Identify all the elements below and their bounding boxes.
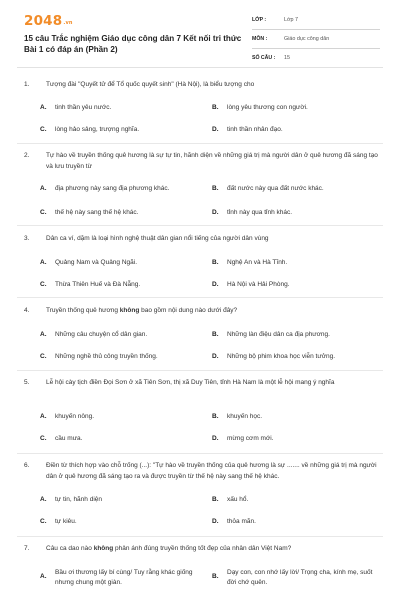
- question-5: [24, 378, 380, 389]
- question-stem: [24, 461, 380, 482]
- question-7: [24, 544, 380, 555]
- option-letter: A.: [40, 185, 47, 192]
- question-text: Tượng đài "Quyết tử để Tổ quốc quyết sinh" (Hà Nội), là biểu tượng cho: [46, 81, 255, 88]
- option-letter: B.: [212, 496, 219, 503]
- info-value-subject: Giáo dục công dân: [284, 36, 330, 42]
- question-1: [24, 80, 380, 91]
- info-row-class: [252, 13, 380, 30]
- option-text: tinh thần nhân đạo.: [227, 126, 283, 133]
- option-text: Bầu ơi thương lấy bí cùng/ Tuy rằng khác giống nhưng chung một giàn.: [55, 569, 193, 586]
- question-stem: [24, 151, 380, 172]
- option-text: Thừa Thiên Huế và Đà Nẵng.: [55, 281, 141, 288]
- question-stem: [24, 80, 380, 91]
- info-table: [252, 13, 380, 70]
- question-text: [46, 544, 380, 555]
- logo-suffix: .vn: [63, 20, 73, 26]
- option-letter: D.: [212, 281, 219, 288]
- question-text: Lễ hội cày tịch điền Đọi Sơn ở xã Tiên Sơn, thị xã Duy Tiên, tỉnh Hà Nam là một lễ hội mang ý nghĩa: [46, 379, 335, 386]
- question-stem: [24, 234, 380, 245]
- info-value-class: Lớp 7: [284, 17, 299, 23]
- option-letter: B.: [212, 573, 219, 580]
- option-text: tỉnh này qua tỉnh khác.: [227, 209, 293, 216]
- question-number: 6.: [24, 462, 30, 469]
- option-letter: B.: [212, 259, 219, 266]
- question-emphasis: không: [93, 545, 114, 552]
- option-text: xấu hổ.: [227, 496, 249, 503]
- option-text: Những bộ phim khoa học viễn tưởng.: [227, 353, 335, 360]
- answer-option-3d[interactable]: [212, 280, 382, 290]
- question-number: 4.: [24, 307, 30, 314]
- question-number: 5.: [24, 379, 30, 386]
- question-number: 3.: [24, 235, 30, 242]
- answer-option-2b[interactable]: [212, 184, 382, 194]
- answer-option-2d[interactable]: [212, 208, 382, 218]
- option-text: lòng yêu thương con người.: [227, 104, 308, 111]
- answer-option-6a[interactable]: [40, 495, 206, 505]
- answer-option-3c[interactable]: [40, 280, 206, 290]
- info-row-subject: [252, 32, 380, 49]
- info-key-class: LỚP :: [252, 17, 267, 23]
- option-text: Những nghề thủ công truyền thống.: [55, 353, 158, 360]
- question-text-start: Câu ca dao nào: [46, 545, 94, 552]
- option-text: Nghệ An và Hà Tĩnh.: [227, 259, 288, 266]
- answer-option-5d[interactable]: [212, 434, 382, 444]
- option-text: Những làn điệu dân ca địa phương.: [227, 331, 330, 338]
- header-divider: [17, 67, 383, 68]
- answer-option-6c[interactable]: [40, 517, 206, 527]
- answer-option-1c[interactable]: [40, 125, 200, 135]
- question-stem: [24, 544, 380, 555]
- answer-option-3b[interactable]: [212, 258, 382, 268]
- option-letter: B.: [212, 331, 219, 338]
- question-text: Điền từ thích hợp vào chỗ trống (...): "Tự hào về truyền thống của quê hương là sự ....... về những giá trị mà người dân ở quê hương đã sáng tạo ra và được truyền từ thế hệ này sang thế hệ khác.: [46, 462, 377, 480]
- answer-option-1a[interactable]: [40, 103, 200, 113]
- info-row-question-count: [252, 51, 380, 68]
- question-text-start: Truyền thống quê hương: [46, 307, 120, 314]
- option-text: tự kiêu.: [55, 518, 77, 525]
- option-letter: A.: [40, 331, 47, 338]
- option-letter: D.: [212, 126, 219, 133]
- option-letter: C.: [40, 435, 47, 442]
- option-text: mừng cơm mới.: [227, 435, 274, 442]
- question-text-end: phản ánh đúng truyền thống tốt đẹp của nhân dân Việt Nam?: [113, 545, 292, 552]
- option-letter: C.: [40, 353, 47, 360]
- option-letter: A.: [40, 413, 47, 420]
- question-stem: [24, 306, 380, 317]
- option-text: tinh thần yêu nước.: [55, 104, 112, 111]
- answer-option-5a[interactable]: [40, 412, 206, 422]
- site-logo[interactable]: [24, 13, 73, 29]
- document-title: 15 câu Trắc nghiệm Giáo dục công dân 7 Kết nối tri thức Bài 1 có đáp án (Phần 2): [24, 34, 242, 54]
- question-text: Dân ca ví, dặm là loại hình nghệ thuật dân gian nổi tiếng của người dân vùng: [46, 235, 269, 242]
- answer-option-2a[interactable]: [40, 184, 206, 194]
- answer-option-1b[interactable]: [212, 103, 382, 113]
- answer-option-6b[interactable]: [212, 495, 382, 505]
- option-letter: A.: [40, 573, 47, 580]
- option-letter: B.: [212, 413, 219, 420]
- option-letter: D.: [212, 209, 219, 216]
- option-text: khuyến học.: [227, 413, 263, 420]
- question-divider: [17, 536, 383, 537]
- option-letter: C.: [40, 209, 47, 216]
- option-letter: C.: [40, 518, 47, 525]
- option-letter: C.: [40, 126, 47, 133]
- question-divider: [17, 370, 383, 371]
- option-letter: D.: [212, 518, 219, 525]
- option-letter: A.: [40, 496, 47, 503]
- answer-option-3a[interactable]: [40, 258, 206, 268]
- option-letter: D.: [212, 353, 219, 360]
- answer-option-2c[interactable]: [40, 208, 206, 218]
- answer-option-7b[interactable]: [212, 568, 382, 587]
- answer-option-4d[interactable]: [212, 352, 382, 362]
- question-3: [24, 234, 380, 245]
- answer-option-5c[interactable]: [40, 434, 206, 444]
- answer-option-4c[interactable]: [40, 352, 206, 362]
- answer-option-6d[interactable]: [212, 517, 382, 527]
- option-letter: A.: [40, 104, 47, 111]
- info-key-question-count: SỐ CÂU :: [252, 55, 276, 61]
- question-number: 1.: [24, 81, 30, 88]
- info-value-question-count: 15: [284, 55, 290, 61]
- logo-text: 2048: [24, 13, 63, 29]
- question-number: 2.: [24, 152, 30, 159]
- question-4: [24, 306, 380, 317]
- answer-option-4a[interactable]: [40, 330, 206, 340]
- option-text: tự tin, hãnh diện: [55, 496, 102, 503]
- question-text: Tự hào về truyền thống quê hương là sự tự tin, hãnh diện về những giá trị mà người dân ở quê hương đã sáng tạo và lưu truyền từ: [46, 152, 378, 170]
- question-divider: [17, 143, 383, 144]
- question-number: 7.: [24, 545, 30, 552]
- question-text: [46, 306, 380, 317]
- question-divider: [17, 297, 383, 298]
- option-text: Hà Nội và Hải Phòng.: [227, 281, 290, 288]
- option-letter: C.: [40, 281, 47, 288]
- option-text: địa phương này sang địa phương khác.: [55, 185, 170, 192]
- option-letter: A.: [40, 259, 47, 266]
- option-text: thỏa mãn.: [227, 518, 256, 525]
- question-divider: [17, 453, 383, 454]
- option-text: cầu mưa.: [55, 435, 83, 442]
- question-6: [24, 461, 380, 482]
- answer-option-1d[interactable]: [212, 125, 382, 135]
- option-text: lòng hảo sảng, trượng nghĩa.: [55, 126, 140, 133]
- option-letter: B.: [212, 185, 219, 192]
- option-text: Những câu chuyện cổ dân gian.: [55, 331, 148, 338]
- question-stem: [24, 378, 380, 389]
- option-text: Quảng Nam và Quảng Ngãi.: [55, 259, 138, 266]
- option-letter: D.: [212, 435, 219, 442]
- option-letter: B.: [212, 104, 219, 111]
- option-text: Dạy con, con nhớ lấy lời/ Trọng cha, kính mẹ, suốt đời chớ quên.: [227, 569, 373, 586]
- info-key-subject: MÔN :: [252, 36, 268, 42]
- option-text: đất nước này qua đất nước khác.: [227, 185, 324, 192]
- question-divider: [17, 225, 383, 226]
- option-text: khuyến nông.: [55, 413, 95, 420]
- question-2: [24, 151, 380, 172]
- question-text-end: bao gồm nội dung nào dưới đây?: [139, 307, 238, 314]
- option-text: thế hệ này sang thế hệ khác.: [55, 209, 139, 216]
- answer-option-7a[interactable]: [40, 568, 206, 587]
- answer-option-5b[interactable]: [212, 412, 382, 422]
- answer-option-4b[interactable]: [212, 330, 382, 340]
- question-emphasis: không: [119, 307, 140, 314]
